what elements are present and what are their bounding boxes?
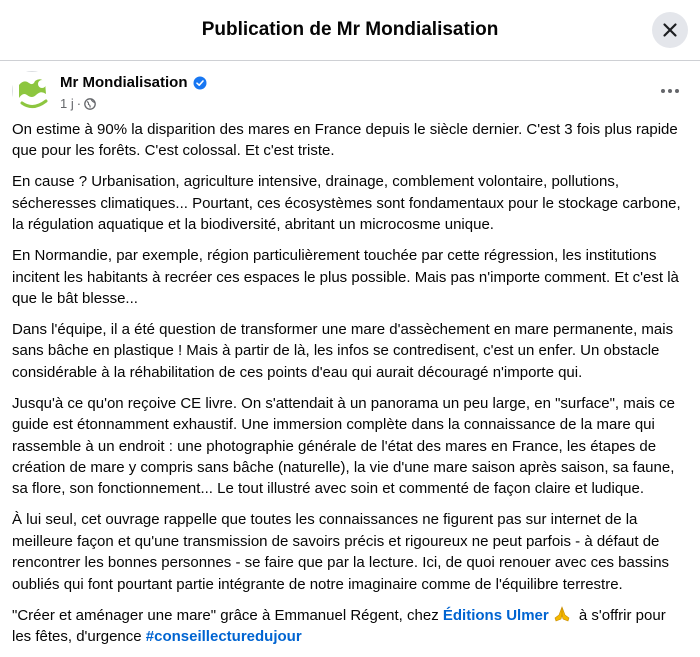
hashtag-link[interactable]: #conseillecturedujour: [145, 628, 302, 646]
post-paragraph-6: À lui seul, cet ouvrage rappelle que toutes les connaissances ne figurent pas sur internet de la meilleure façon et qu'une transmission de savoirs précis et rigoureux ne peut parfois - à défaut de rencontrer les bonnes personnes - se faire que par la lecture. Ici, de quoi renouer avec ces bassins oubliés qui font pourtant partie intégrante de notre imaginaire comme de l'équilibre terrestre.: [12, 511, 670, 593]
post-body: [12, 119, 688, 657]
post-paragraph-2: En cause ? Urbanisation, agriculture intensive, drainage, comblement volontaire, pollutions, sécheresses climatiques... Pourtant, ces écosystèmes sont fondamentaux pour le stockage carbone, la régulation aquatique et la biodiversité, abritant un microcosme unique.: [12, 173, 681, 234]
post-paragraph-3: En Normandie, par exemple, région particulièrement touchée par cette régression, les institutions incitent les habitants à recréer ces espaces le plus possible. Mais pas n'importe comment. Et c'est là que le bât blesse...: [12, 247, 679, 308]
paragraph-text-after: à s'offrir pour les fêtes, d'urgence: [12, 606, 666, 646]
post-paragraph-7: [12, 605, 688, 648]
avatar[interactable]: [12, 71, 52, 111]
meta-separator: ·: [76, 96, 82, 111]
publisher-link[interactable]: Éditions Ulmer: [442, 606, 549, 624]
post-paragraph-1: On estime à 90% la disparition des mares en France depuis le siècle dernier. C'est 3 fois plus rapide que pour les forêts. C'est colossal. Et c'est triste.: [12, 121, 678, 160]
dialog-title: Publication de Mr Mondialisation: [201, 19, 499, 40]
more-options-button[interactable]: [652, 73, 688, 109]
post-meta: [60, 96, 96, 111]
post-header: [12, 71, 688, 115]
more-options-icon: [660, 88, 680, 94]
close-icon: [663, 23, 677, 37]
author-row: [60, 74, 207, 91]
post-paragraph-4: Dans l'équipe, il a été question de transformer une mare d'assèchement en mare permanente, mais sans bâche en plastique ! Mais à partir de là, les infos se contredisent, c'est un enfer. Un obstacle considérable à la réhabilitation de ces points d'eau qui aurait découragé n'importe qui.: [12, 321, 674, 381]
paragraph-text-before: "Créer et aménager une mare" grâce à Emmanuel Régent, chez: [12, 606, 443, 624]
post-timestamp[interactable]: 1 j: [60, 96, 74, 111]
author-name[interactable]: Mr Mondialisation: [60, 74, 188, 91]
dialog-header: [0, 0, 700, 61]
folded-hands-emoji: [553, 606, 571, 622]
close-button[interactable]: [652, 12, 688, 48]
globe-icon: [84, 98, 96, 110]
verified-badge-icon: [193, 76, 207, 90]
mr-mondialisation-logo-icon: [13, 72, 53, 112]
post-paragraph-5: Jusqu'à ce qu'on reçoive CE livre. On s'attendait à un panorama un peu large, en "surface", mais ce guide est étonnamment exhaustif. Une immersion complète dans la connaissance de la mare qui rassemble à un endroit : une photographie générale de l'état des mares en France, les étapes de création de mare y compris sans bâche (naturelle), la vie d'une mare saison après saison, sa faune, sa flore, son fonctionnement... Le tout illustré avec soin et commenté de façon claire et ludique.: [12, 394, 675, 498]
